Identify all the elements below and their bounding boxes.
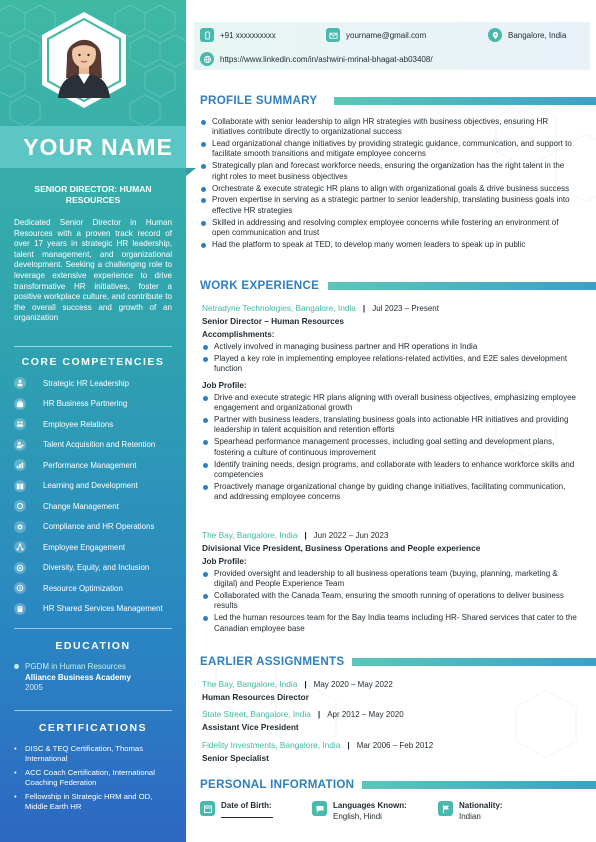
list-item: Proactively manage organizational change by guiding change initiatives, facilitating communication, and addressing employee concerns — [202, 482, 578, 503]
list-item-label: Performance Management — [43, 460, 137, 470]
location-pin-icon — [488, 28, 502, 42]
company-name: The Bay, Bangalore, India — [202, 679, 298, 689]
list-item-label: Learning and Development — [43, 481, 138, 491]
languages — [312, 801, 407, 821]
company-name: Netradyne Technologies, Bangalore, India — [202, 303, 356, 313]
user-add-icon — [14, 439, 26, 451]
separator: | — [362, 303, 366, 313]
job-header — [202, 740, 433, 751]
school: Alliance Business Academy — [25, 672, 131, 682]
list-item: Had the platform to speak at TED, to develop many women leaders to speak up in public — [200, 240, 578, 250]
chart-icon — [14, 459, 26, 471]
linkedin-contact[interactable] — [200, 52, 433, 66]
phone-contact — [200, 28, 276, 42]
list-item — [14, 435, 180, 456]
network-icon — [14, 541, 26, 553]
list-item-label: Talent Acquisition and Retention — [43, 440, 156, 450]
degree-text: PGDM in Human Resources — [25, 662, 126, 671]
profile-summary-heading: PROFILE SUMMARY — [200, 94, 318, 107]
list-item: Played a key role in implementing employee relations-related activities, and E2E sales development function — [202, 354, 578, 375]
job-dates: Jul 2023 – Present — [372, 304, 439, 313]
avatar — [40, 10, 128, 110]
list-item-label: Strategic HR Leadership — [43, 378, 129, 388]
list-item: • DISC & TEQ Certification, Thomas International — [14, 744, 174, 764]
list-item: Collaborated with the Canada Team, ensuring the smooth running of operations to deliver business results — [202, 591, 578, 612]
email-contact[interactable] — [326, 28, 426, 42]
separator: | — [347, 740, 350, 750]
education-heading: EDUCATION — [55, 640, 131, 652]
job-dates: Apr 2012 – May 2020 — [327, 710, 404, 719]
list-item: Strategically plan and forecast workforce needs, ensuring the organization has the right talent in the right roles to meet business objectives — [200, 161, 578, 182]
location-contact — [488, 28, 566, 42]
certifications-heading: CERTIFICATIONS — [38, 722, 148, 734]
job-role: Assistant Vice President — [202, 722, 299, 732]
degree — [14, 662, 180, 673]
job-profile-label: Job Profile: — [202, 381, 247, 390]
job-title: SENIOR DIRECTOR: HUMAN RESOURCES — [34, 184, 152, 205]
section-rule — [334, 97, 596, 105]
list-item-label: HR Business Partnering — [43, 399, 128, 409]
profile-summary-list — [200, 117, 578, 252]
list-item-label: Employee Relations — [43, 419, 114, 429]
certifications-list — [14, 744, 174, 815]
divider — [14, 628, 172, 629]
strategy-icon — [14, 377, 26, 389]
list-item — [14, 599, 180, 620]
list-item-label: Employee Engagement — [43, 542, 126, 552]
job-header — [202, 303, 439, 314]
list-item — [14, 558, 180, 579]
dob-block — [221, 801, 273, 818]
company-name: Fidelity Investments, Bangalore, India — [202, 740, 341, 750]
list-item-label: Diversity, Equity, and Inclusion — [43, 563, 150, 573]
briefcase-icon — [14, 398, 26, 410]
job-role: Divisional Vice President, Business Operations and People experience — [202, 543, 481, 553]
email-text: yourname@gmail.com — [346, 30, 427, 40]
education-block — [14, 662, 180, 694]
nationality-block — [459, 801, 503, 821]
job-role: Human Resources Director — [202, 692, 309, 702]
list-item — [14, 517, 180, 538]
phone-text: +91 xxxxxxxxxx — [220, 30, 276, 40]
company-name: The Bay, Bangalore, India — [202, 530, 298, 540]
section-rule — [328, 282, 596, 290]
refresh-icon — [14, 500, 26, 512]
divider — [14, 346, 172, 347]
nationality — [438, 801, 503, 821]
list-item: Skilled in addressing and resolving complex employee concerns while fostering an environment of open communication and trust — [200, 218, 578, 239]
nationality-label: Nationality: — [459, 801, 503, 810]
list-item — [14, 455, 180, 476]
dob-label: Date of Birth: — [221, 801, 272, 810]
competencies-list — [14, 373, 180, 619]
job-role: Senior Specialist — [202, 753, 269, 763]
list-item-label: HR Shared Services Management — [43, 604, 163, 614]
separator: | — [304, 530, 307, 540]
languages-label: Languages Known: — [333, 801, 407, 810]
list-item-label: Compliance and HR Operations — [43, 522, 155, 532]
list-item: Collaborate with senior leadership to align HR strategies with business objectives, ensuring HR initiatives contribute directly to organizational success — [200, 117, 578, 138]
job-role: Senior Director – Human Resources — [202, 316, 345, 326]
section-rule — [362, 781, 596, 789]
job-profile-list — [202, 569, 578, 636]
list-item: Drive and execute strategic HR plans aligning with overall business objectives, emphasizing employee engagement and organizational growth — [202, 393, 578, 414]
list-item — [14, 496, 180, 517]
book-icon — [14, 480, 26, 492]
list-item: Partner with business leaders, translating business goals into actionable HR initiatives and providing leadership in talent acquisition and retention efforts — [202, 415, 578, 436]
accomplishments-label: Accomplishments: — [202, 330, 275, 339]
list-item — [14, 578, 180, 599]
list-item — [14, 537, 180, 558]
nationality-value: Indian — [459, 812, 481, 821]
list-item: Lead organizational change initiatives by providing strategic guidance, communication, and support to facilitate smooth transitions and mitigate employee concerns — [200, 139, 578, 160]
list-item: Led the human resources team for the Bay India teams including HR- Shared services that cater to the Canadian employee base — [202, 613, 578, 634]
accomplishments-list — [202, 342, 578, 376]
flag-icon — [438, 801, 453, 816]
diversity-icon — [14, 562, 26, 574]
gear-icon — [14, 521, 26, 533]
job-dates: May 2020 – May 2022 — [313, 680, 393, 689]
job-profile-label: Job Profile: — [202, 557, 247, 566]
name-banner: YOUR NAME — [0, 126, 186, 168]
list-item — [14, 394, 180, 415]
job-header — [202, 679, 393, 690]
list-item: • ACC Coach Certification, International Coaching Federation — [14, 768, 174, 788]
list-item: Actively involved in managing business partner and HR operations in India — [202, 342, 578, 352]
list-item — [14, 373, 180, 394]
divider — [14, 710, 172, 711]
speech-bubble-icon — [312, 801, 327, 816]
competencies-heading: CORE COMPETENCIES — [21, 356, 165, 368]
separator: | — [304, 679, 307, 689]
calendar-icon — [200, 801, 215, 816]
section-rule — [352, 658, 596, 666]
graduation-year: 2005 — [25, 683, 43, 692]
list-item: Spearhead performance management processes, including goal setting and development plans, fostering a culture of continuous improvement — [202, 437, 578, 458]
bullet-dot — [14, 664, 19, 669]
sidebar — [0, 0, 186, 842]
job-header — [202, 709, 404, 720]
list-item: Proven expertise in serving as a strategic partner to senior leadership, translating business goals into effective HR strategies — [200, 195, 578, 216]
job-dates: Mar 2006 – Feb 2012 — [356, 741, 434, 750]
languages-value: English, Hindi — [333, 812, 382, 821]
main-content — [186, 0, 596, 842]
list-item: Orchestrate & execute strategic HR plans to align with organizational goals & drive business success — [200, 184, 578, 194]
phone-icon — [200, 28, 214, 42]
date-of-birth — [200, 801, 273, 818]
list-item — [14, 414, 180, 435]
languages-block — [333, 801, 407, 821]
job-profile-list — [202, 393, 578, 504]
summary-text: Dedicated Senior Director in Human Resources with a proven track record of over 17 years in strategic HR leadership, talent management, and organizational development. Seeking a challenging role to leverage extensive experience to drive transformative HR initiatives, foster a positive workplace culture, and contribute to the overall success and growth of an organization — [14, 218, 172, 323]
work-experience-heading: WORK EXPERIENCE — [200, 279, 320, 292]
list-item-label: Resource Optimization — [43, 583, 123, 593]
list-item: • Fellowship in Strategic HRM and OD, Middle Earth HR — [14, 792, 174, 812]
list-item: Identify training needs, design programs, and collaborate with leaders to enhance workforce skills and competencies — [202, 460, 578, 481]
company-name: State Street, Bangalore, India — [202, 709, 311, 719]
list-item: Provided oversight and leadership to all business operations team (buying, planning, marketing & digital) and People Experience Team — [202, 569, 578, 590]
linkedin-icon — [200, 52, 214, 66]
list-item-label: Change Management — [43, 501, 119, 511]
people-icon — [14, 418, 26, 430]
dob-blank-line — [221, 817, 273, 818]
clock-icon — [14, 582, 26, 594]
linkedin-url: https://www.linkedin.com/in/ashwini-mrinal-bhagat-ab03408/ — [220, 54, 433, 64]
separator: | — [317, 709, 321, 719]
email-icon — [326, 28, 340, 42]
earlier-assignments-heading: EARLIER ASSIGNMENTS — [200, 655, 345, 668]
personal-info-heading: PERSONAL INFORMATION — [200, 778, 355, 791]
job-header — [202, 530, 388, 541]
list-item — [14, 476, 180, 497]
building-icon — [14, 603, 26, 615]
location-text: Bangalore, India — [508, 30, 567, 40]
job-dates: Jun 2022 – Jun 2023 — [313, 531, 389, 540]
